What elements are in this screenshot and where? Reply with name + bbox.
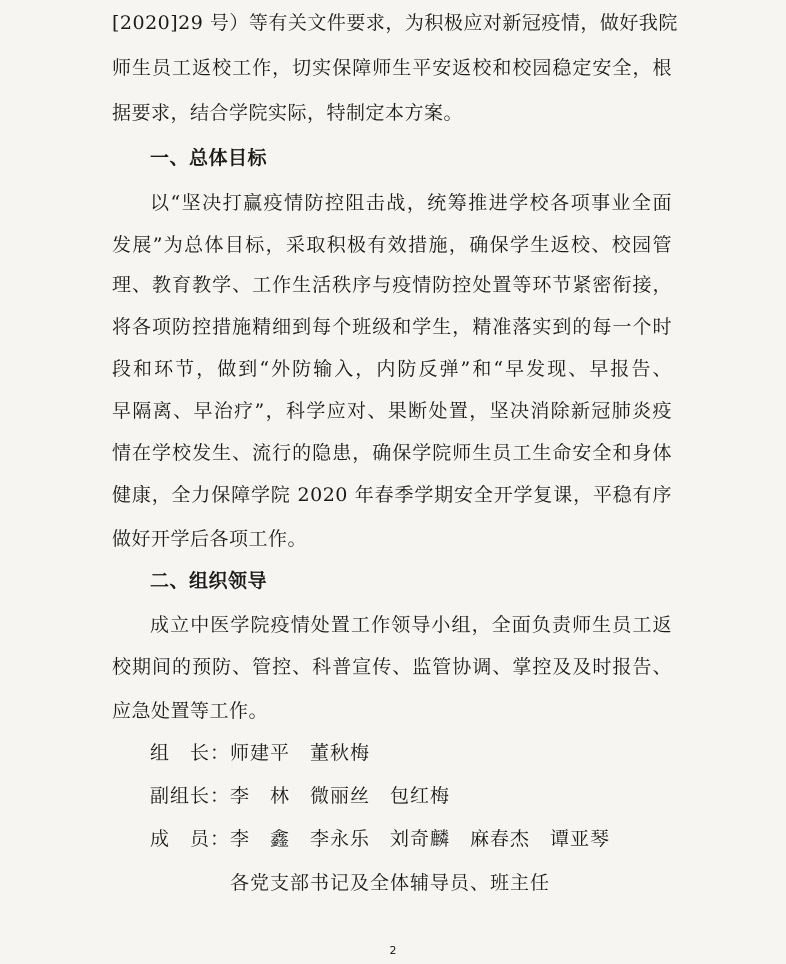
goals-line-3: 理、教育教学、工作生活秩序与疫情防控处置等环节紧密衔接， bbox=[112, 274, 672, 296]
goals-line-4: 将各项防控措施精细到每个班级和学生，精准落实到的每一个时 bbox=[112, 316, 672, 338]
goals-line-6: 早隔离、早治疗”，科学应对、果断处置，坚决消除新冠肺炎疫 bbox=[112, 400, 672, 422]
member-leader: 组 长：师建平 董秋梅 bbox=[150, 742, 371, 764]
section-heading-leadership: 二、组织领导 bbox=[150, 570, 268, 592]
goals-line-7: 情在学校发生、流行的隐患，确保学院师生员工生命安全和身体 bbox=[112, 442, 672, 464]
goals-line-8: 健康，全力保障学院 2020 年春季学期安全开学复课，平稳有序 bbox=[112, 484, 672, 506]
goals-line-5: 段和环节，做到“外防输入，内防反弹”和“早发现、早报告、 bbox=[112, 358, 672, 380]
goals-line-1: 以“坚决打赢疫情防控阻击战，统筹推进学校各项事业全面 bbox=[150, 192, 672, 214]
goals-line-2: 发展”为总体目标，采取积极有效措施，确保学生返校、校园管 bbox=[112, 234, 672, 256]
section-heading-goals: 一、总体目标 bbox=[150, 147, 268, 169]
intro-line-3: 据要求，结合学院实际，特制定本方案。 bbox=[112, 102, 464, 124]
page-number: 2 bbox=[389, 944, 397, 957]
intro-line-2: 师生员工返校工作，切实保障师生平安返校和校园稳定安全，根 bbox=[112, 57, 672, 79]
leadership-line-3: 应急处置等工作。 bbox=[112, 700, 269, 722]
leadership-line-1: 成立中医学院疫情处置工作领导小组，全面负责师生员工返 bbox=[150, 614, 672, 636]
intro-line-1: [2020]29 号）等有关文件要求，为积极应对新冠疫情，做好我院 bbox=[112, 12, 678, 34]
leadership-line-2: 校期间的预防、管控、科普宣传、监管协调、掌控及及时报告、 bbox=[112, 656, 672, 678]
member-deputy: 副组长：李 林 微丽丝 包红梅 bbox=[150, 785, 451, 807]
member-members: 成 员：李 鑫 李永乐 刘奇麟 麻春杰 谭亚琴 bbox=[150, 828, 611, 850]
member-extra: 各党支部书记及全体辅导员、班主任 bbox=[230, 872, 551, 894]
goals-line-9: 做好开学后各项工作。 bbox=[112, 528, 308, 550]
